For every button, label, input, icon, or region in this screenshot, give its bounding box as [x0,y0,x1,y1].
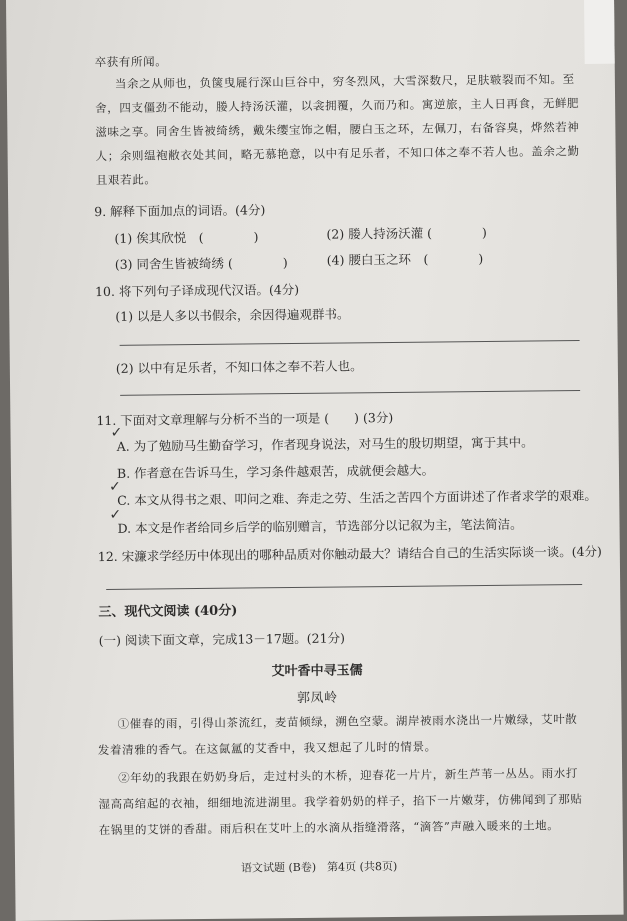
option-b: B. 作者意在告诉马生，学习条件越艰苦，成就便会越大。 [116,462,435,481]
passage-line: 卒获有所闻。 [94,54,168,70]
question-10-stem: 10. 将下列句子译成现代汉语。(4分) [94,281,300,300]
question-10-sentence-1: (1) 以是人多以书假余，余因得遍观群书。 [115,306,350,324]
option-d: D. 本文是作者给同乡后学的临别赠言，节选部分以记叙为主，笔法简洁。 [117,516,523,536]
question-9-item: (4) 腰白玉之环 ( ) [326,251,484,268]
section-subheading: (一) 阅读下面文章，完成13－17题。(21分) [98,630,345,649]
question-12-stem: 12. 宋濂求学经历中体现出的哪种品质对你触动最大？请结合自己的生活实际谈一谈。(4分) [97,543,602,565]
article-paragraph-line: 湿高高绾起的衣袖，细细地流进湖里。我学着奶奶的样子，掐下一片嫩芽，仿佛闻到了那贴 [98,792,583,812]
question-9-item: (2) 媵人持汤沃灌 ( ) [326,224,487,242]
answer-line [120,390,580,396]
article-author: 郭凤岭 [296,690,338,706]
passage-line: 且艰若此。 [95,172,157,188]
check-mark-icon: ✓ [109,478,121,495]
option-c: C. 本文从得书之艰、叩问之难、奔走之劳、生活之苦四个方面讲述了作者求学的艰难。 [117,487,597,508]
passage-line: 人；余则缊袍敝衣处其间，略无慕艳意，以中有足乐者，不知口体之奉不若人也。盖余之勤 [95,144,580,164]
article-title: 艾叶香中寻玉儒 [271,663,363,680]
question-9-item: (3) 同舍生皆被绮绣 ( ) [114,255,288,272]
page-footer: 语文试题 (B卷) 第4页 (共8页) [240,859,398,875]
exam-page [6,0,624,921]
answer-line [120,340,580,346]
question-9-stem: 9. 解释下面加点的词语。(4分) [94,202,266,220]
passage-line: 舍，四支僵劲不能动，媵人持汤沃灌，以衾拥覆，久而乃和。寓逆旅，主人日再食，无鲜肥 [95,96,580,116]
article-paragraph-line: ①催春的雨，引得山茶流红，麦苗倾绿，溯色空蒙。湖岸被雨水浇出一片嫩绿，艾叶散 [117,712,578,731]
question-10-sentence-2: (2) 以中有足乐者，不知口体之奉不若人也。 [115,358,363,376]
question-9-item: (1) 俟其欣悦 ( ) [114,229,259,246]
article-paragraph-line: 发着清雅的香气。在这氤氲的艾香中，我又想起了儿时的情景。 [97,739,437,758]
answer-line [106,584,582,590]
option-a: A. 为了勉励马生勤奋学习，作者现身说法，对马生的殷切期望，寓于其中。 [116,434,534,454]
article-paragraph-line: ②年幼的我跟在奶奶身后，走过村头的木桥，迎春花一片片，新生芦苇一丛丛。雨水打 [118,766,578,785]
check-mark-icon: ✓ [109,506,122,523]
check-mark-icon: ✓ [110,424,123,441]
article-paragraph-line: 在锅里的艾饼的香甜。雨后积在艾叶上的水滴从指缝滑落，“滴答”声融入暖来的土地。 [98,818,560,838]
passage-line: 滋味之享。同舍生皆被绮绣，戴朱缨宝饰之帽，腰白玉之环，左佩刀，右备容臭，烨然若神 [95,120,580,140]
passage-line: 当余之从师也，负箧曳屣行深山巨谷中，穷冬烈风，大雪深数尺，足肤皲裂而不知。至 [114,72,575,91]
section-heading: 三、现代文阅读 (40分) [98,603,238,621]
question-11-stem: 11. 下面对文章理解与分析不当的一项是 ( ) (3分) [96,409,394,429]
page-corner [584,0,615,64]
